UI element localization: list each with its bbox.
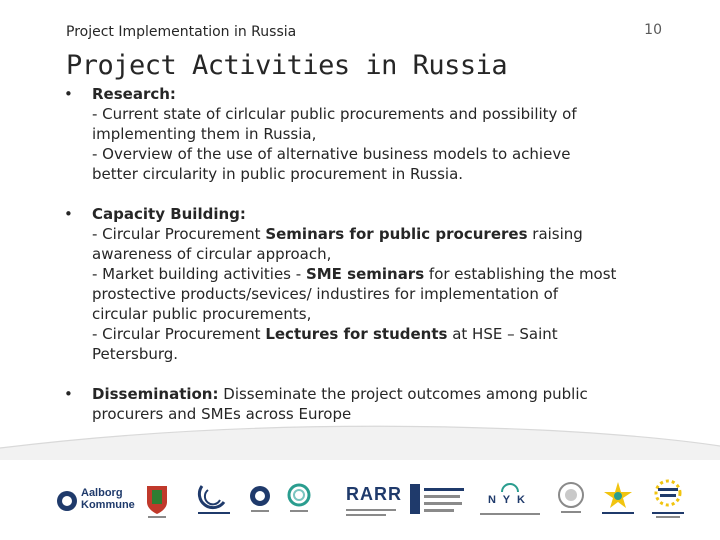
bullet-text: Disseminate the project outcomes among public <box>218 385 588 403</box>
bullet-text: procurers and SMEs across Europe <box>92 405 352 423</box>
bullet-line <box>92 304 662 324</box>
section-title: Project Implementation in Russia <box>66 24 297 40</box>
slide-title: Project Activities in Russia <box>66 50 508 81</box>
bullet-line <box>219 385 588 403</box>
nyk-logo <box>480 480 542 520</box>
bullet-marker: • <box>64 205 73 223</box>
bullet-heading: Capacity Building: <box>92 205 246 223</box>
page-number: 10 <box>644 22 662 38</box>
bullet-item <box>62 204 662 364</box>
bullet-line <box>92 164 662 184</box>
bullet-emphasis: Lectures for students <box>265 325 448 343</box>
bullet-line <box>92 264 662 284</box>
bullet-line <box>92 324 662 344</box>
university-seal-logo <box>556 480 586 516</box>
bullet-emphasis: Seminars for public procureres <box>265 225 528 243</box>
aalborg-logo-line-1: Aalborg <box>81 487 123 499</box>
bullet-text: better circularity in public procurement in Russia. <box>92 165 464 183</box>
bullet-line <box>92 344 662 364</box>
star-network-logo <box>600 480 636 518</box>
bullet-text: Petersburg. <box>92 345 179 363</box>
rarr-logo <box>346 484 402 520</box>
bullet-emphasis: SME seminars <box>305 265 425 283</box>
bullet-marker: • <box>64 385 73 403</box>
aalborg-kommune-logo <box>56 486 135 516</box>
bullet-heading: Research: <box>92 85 176 103</box>
bullet-line <box>92 144 662 164</box>
bullet-text: - Circular Procurement <box>92 325 266 343</box>
bullet-list <box>62 84 662 424</box>
rarr-logo-text: RARR <box>346 484 402 504</box>
bullet-text: prostective products/sevices/ industires for implementation of <box>92 285 559 303</box>
footer-divider-wave <box>0 420 720 460</box>
bullet-line <box>92 284 662 304</box>
bullet-text: raising <box>527 225 583 243</box>
bullet-text: at HSE – Saint <box>447 325 558 343</box>
city-crest-logo <box>144 480 170 518</box>
partner-logo-bar <box>52 472 692 526</box>
bullet-text: - Market building activities - <box>92 265 306 283</box>
bullet-text: circular public procurements, <box>92 305 312 323</box>
bullet-text: implementing them in Russia, <box>92 125 317 143</box>
bullet-item <box>62 84 662 184</box>
bullet-heading: Dissemination: <box>92 385 219 403</box>
bullet-text: - Circular Procurement <box>92 225 266 243</box>
bullet-line <box>92 244 662 264</box>
bullet-line <box>92 124 662 144</box>
bullet-item <box>62 384 662 424</box>
nyk-subtitle-line <box>480 512 540 516</box>
bullet-text: for establishing the most <box>424 265 617 283</box>
bullet-text: awareness of circular approach, <box>92 245 332 263</box>
hse-university-logo <box>248 484 272 514</box>
nyk-logo-text: N Y K <box>488 494 527 506</box>
aalborg-logo-line-2: Kommune <box>81 499 135 511</box>
aalborg-university-logo <box>194 482 234 516</box>
bullet-line <box>92 104 662 124</box>
aalborg-crest-icon <box>56 488 78 514</box>
circular-economy-logo <box>286 482 312 514</box>
bullet-line <box>92 224 662 244</box>
bullet-text: - Overview of the use of alternative business models to achieve <box>92 145 571 163</box>
eu-programme-logo <box>648 478 688 520</box>
bullet-text: - Current state of cirlcular public procurements and possibility of <box>92 105 577 123</box>
bullet-marker: • <box>64 85 73 103</box>
ministry-logo <box>410 484 466 518</box>
rarr-subtitle-lines <box>346 508 396 518</box>
nyk-emblem-icon <box>500 480 520 494</box>
